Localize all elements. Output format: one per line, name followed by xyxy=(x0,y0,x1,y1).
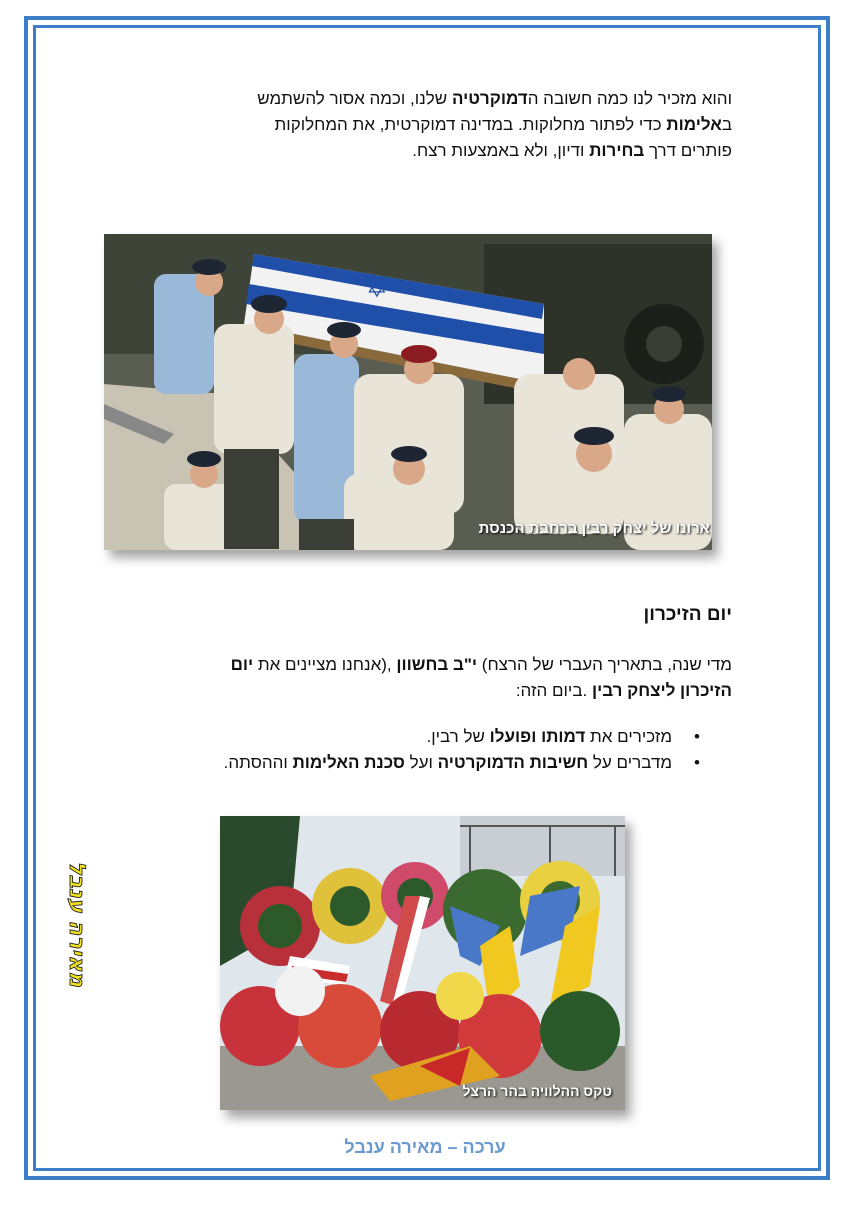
author-logo xyxy=(42,861,89,1120)
memorial-line-2: הזיכרון ליצחק רבין .ביום הזה: xyxy=(515,681,732,700)
funeral-photo-caption: טקס ההלוויה בהר הרצל xyxy=(462,1083,612,1099)
coffin-photo xyxy=(104,234,712,550)
coffin-photo-caption: ארונו של יצחק רבין ברחבת הכנסת xyxy=(478,520,710,537)
memorial-paragraph xyxy=(112,652,732,704)
svg-text:מאירה ענבל: מאירה ענבל xyxy=(64,861,89,987)
intro-line-1: והוא מזכיר לנו כמה חשובה הדמוקרטיה שלנו, וכמה אסור להשתמש xyxy=(257,89,732,108)
intro-line-3: פותרים דרך בחירות ודיון, ולא באמצעות רצח. xyxy=(412,141,732,160)
intro-paragraph xyxy=(112,86,732,164)
list-item: • מדברים על חשיבות הדמוקרטיה ועל סכנת האלימות וההסתה. xyxy=(224,750,700,776)
list-item: • מזכירים את דמותו ופועלו של רבין. xyxy=(224,724,700,750)
intro-line-2: באלימות כדי לפתור מחלוקות. במדינה דמוקרטית, את המחלוקות xyxy=(274,115,732,134)
memorial-bullet-list xyxy=(224,724,700,776)
memorial-day-heading: יום הזיכרון xyxy=(643,604,732,625)
memorial-line-1: מדי שנה, בתאריך העברי של הרצח) י"ב בחשוון ,(אנחנו מציינים את יום xyxy=(230,655,732,674)
svg-text:✡: ✡ xyxy=(366,274,388,304)
funeral-wreaths-photo xyxy=(220,816,625,1110)
editor-credit: ערכה – מאירה ענבל xyxy=(344,1137,506,1157)
